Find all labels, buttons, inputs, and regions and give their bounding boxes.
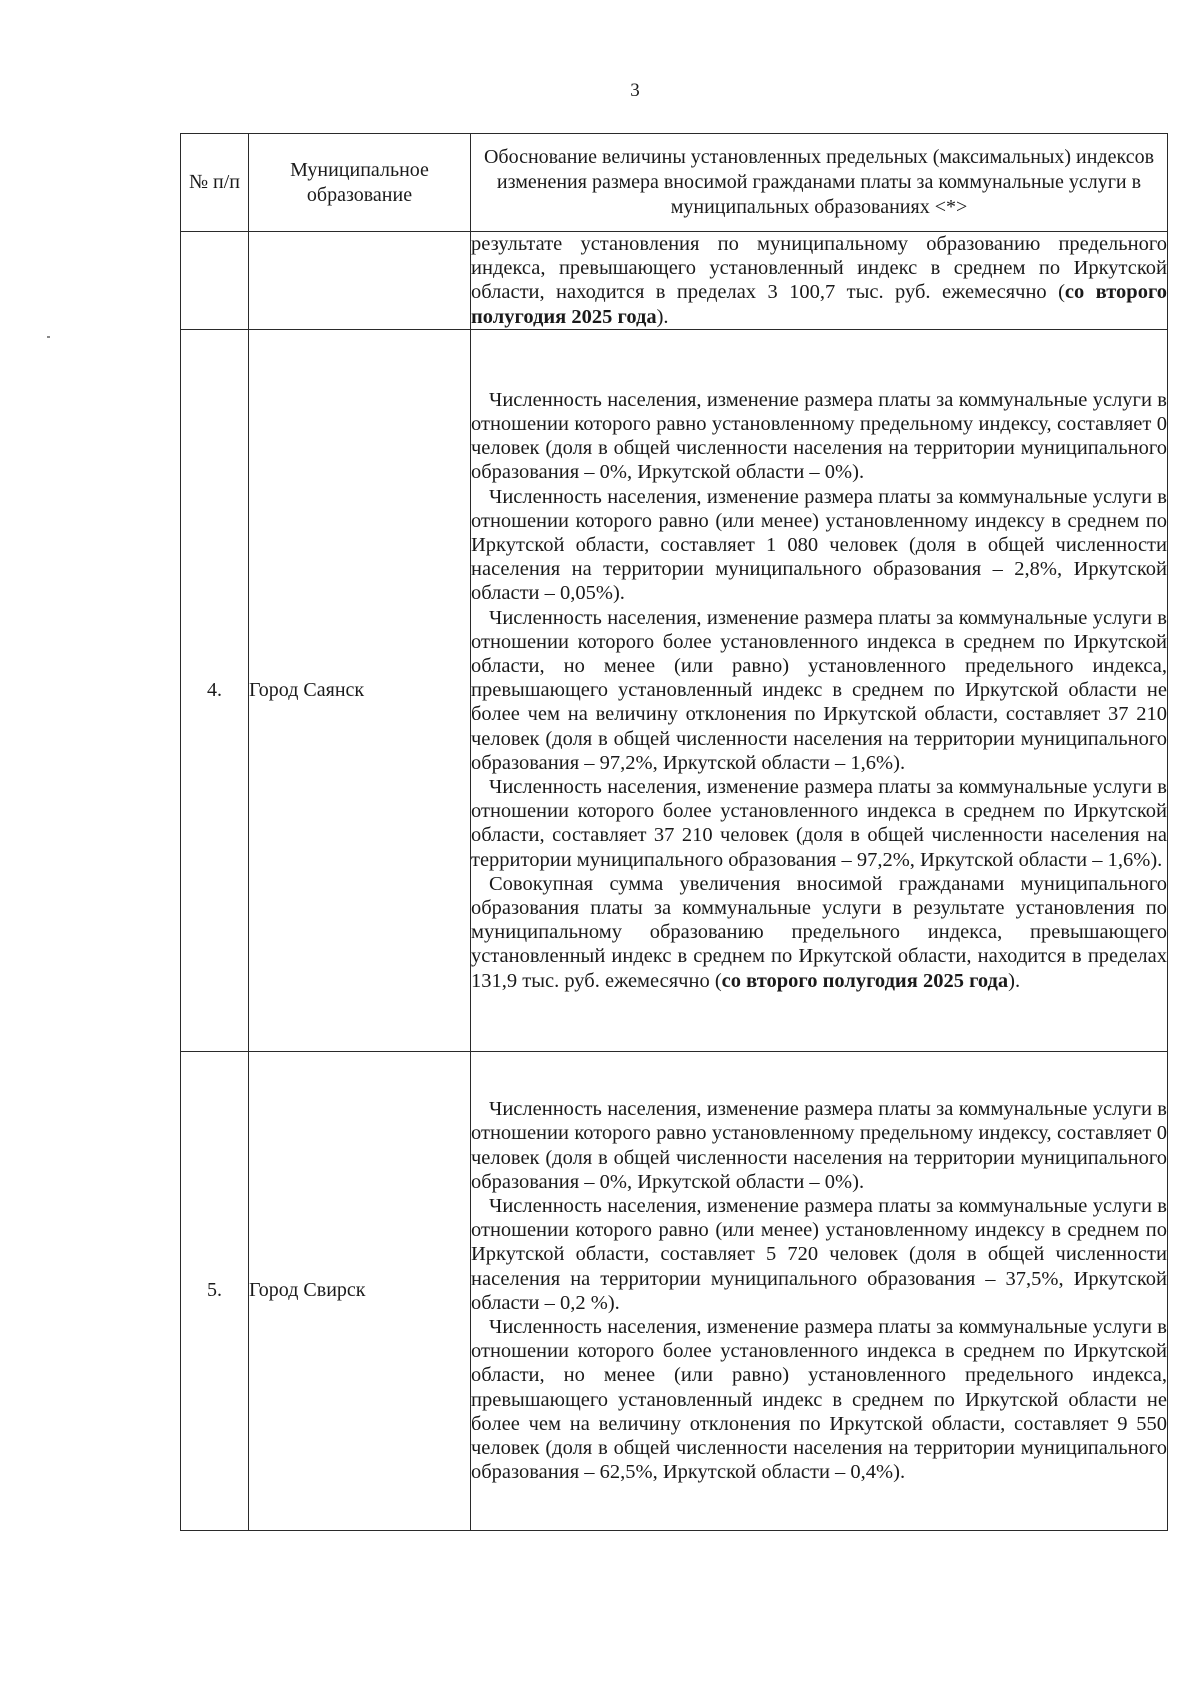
cell-municipality-empty	[249, 232, 471, 330]
continuation-bold: со второго полугодия 2025 года	[471, 281, 1167, 328]
header-num: № п/п	[181, 134, 249, 232]
paragraph: Численность населения, изменение размера платы за коммунальные услуги в отношении которого равно установленному предельному индексу, составляет 0 человек (доля в общей численности населения на территории муниципального образования – 0%, Иркутской области – 0%).	[471, 388, 1167, 484]
row-justification	[471, 329, 1168, 1051]
paragraph: Численность населения, изменение размера платы за коммунальные услуги в отношении которого более установленного индекса в среднем по Иркутской области, но менее (или равно) установленного предельного индекса, превышающего установленный индекс в среднем по Иркутской области не более чем на величину отклонения по Иркутской области, составляет 37 210 человек (доля в общей численности населения на территории муниципального образования – 97,2%, Иркутской области – 1,6%).	[471, 606, 1167, 774]
paragraph: Численность населения, изменение размера платы за коммунальные услуги в отношении которого равно (или менее) установленному индексу в среднем по Иркутской области, составляет 1 080 человек (доля в общей численности населения на территории муниципального образования – 2,8%, Иркутской области – 0,05%).	[471, 485, 1167, 605]
row-municipality: Город Саянск	[249, 329, 471, 1051]
scan-speck	[47, 336, 50, 338]
cell-continuation-text	[471, 232, 1168, 330]
table-header-row	[181, 134, 1168, 232]
row-number: 5.	[181, 1051, 249, 1530]
total-bold: со второго полугодия 2025 года	[721, 969, 1009, 992]
paragraph: Численность населения, изменение размера платы за коммунальные услуги в отношении которого равно (или менее) установленному индексу в среднем по Иркутской области, составляет 5 720 человек (доля в общей численности населения на территории муниципального образования – 37,5%, Иркутской области – 0,2 %).	[471, 1195, 1167, 1314]
row-municipality: Город Свирск	[249, 1051, 471, 1530]
header-justification: Обоснование величины установленных предельных (максимальных) индексов изменения размера вносимой гражданами платы за коммунальные услуги в муниципальных образованиях <*>	[471, 134, 1168, 232]
paragraph: Численность населения, изменение размера платы за коммунальные услуги в отношении которого более установленного индекса в среднем по Иркутской области, составляет 37 210 человек (доля в общей численности населения на территории муниципального образования – 97,2%, Иркутской области – 1,6%).	[471, 776, 1167, 871]
table-row-continuation	[181, 232, 1168, 330]
row-justification	[471, 1051, 1168, 1530]
cell-num-empty	[181, 232, 249, 330]
page-number: 3	[630, 80, 640, 101]
total-paragraph: Совокупная сумма увеличения вносимой гражданами муниципального образования платы за коммунальные услуги в результате установления по муниципальному образованию предельного индекса, превышающего установленный индекс в среднем по Иркутской области, находится в пределах 131,9 тыс. руб. ежемесячно (со второго полугодия 2025 года).	[471, 872, 1167, 992]
continuation-paragraph: результате установления по муниципальному образованию предельного индекса, превышающего установленный индекс в среднем по Иркутской области, находится в пределах 3 100,7 тыс. руб. ежемесячно (со второго полугодия 2025 года).	[471, 233, 1167, 328]
header-municipality: Муниципальное образование	[249, 134, 471, 232]
justification-table	[180, 133, 1168, 1531]
table-row	[181, 329, 1168, 1051]
row-number: 4.	[181, 329, 249, 1051]
table-row	[181, 1051, 1168, 1530]
paragraph: Численность населения, изменение размера платы за коммунальные услуги в отношении которого более установленного индекса в среднем по Иркутской области, но менее (или равно) установленного предельного индекса, превышающего установленный индекс в среднем по Иркутской области не более чем на величину отклонения по Иркутской области, составляет 9 550 человек (доля в общей численности населения на территории муниципального образования – 62,5%, Иркутской области – 0,4%).	[471, 1316, 1167, 1484]
paragraph: Численность населения, изменение размера платы за коммунальные услуги в отношении которого равно установленному предельному индексу, составляет 0 человек (доля в общей численности населения на территории муниципального образования – 0%, Иркутской области – 0%).	[471, 1098, 1167, 1193]
